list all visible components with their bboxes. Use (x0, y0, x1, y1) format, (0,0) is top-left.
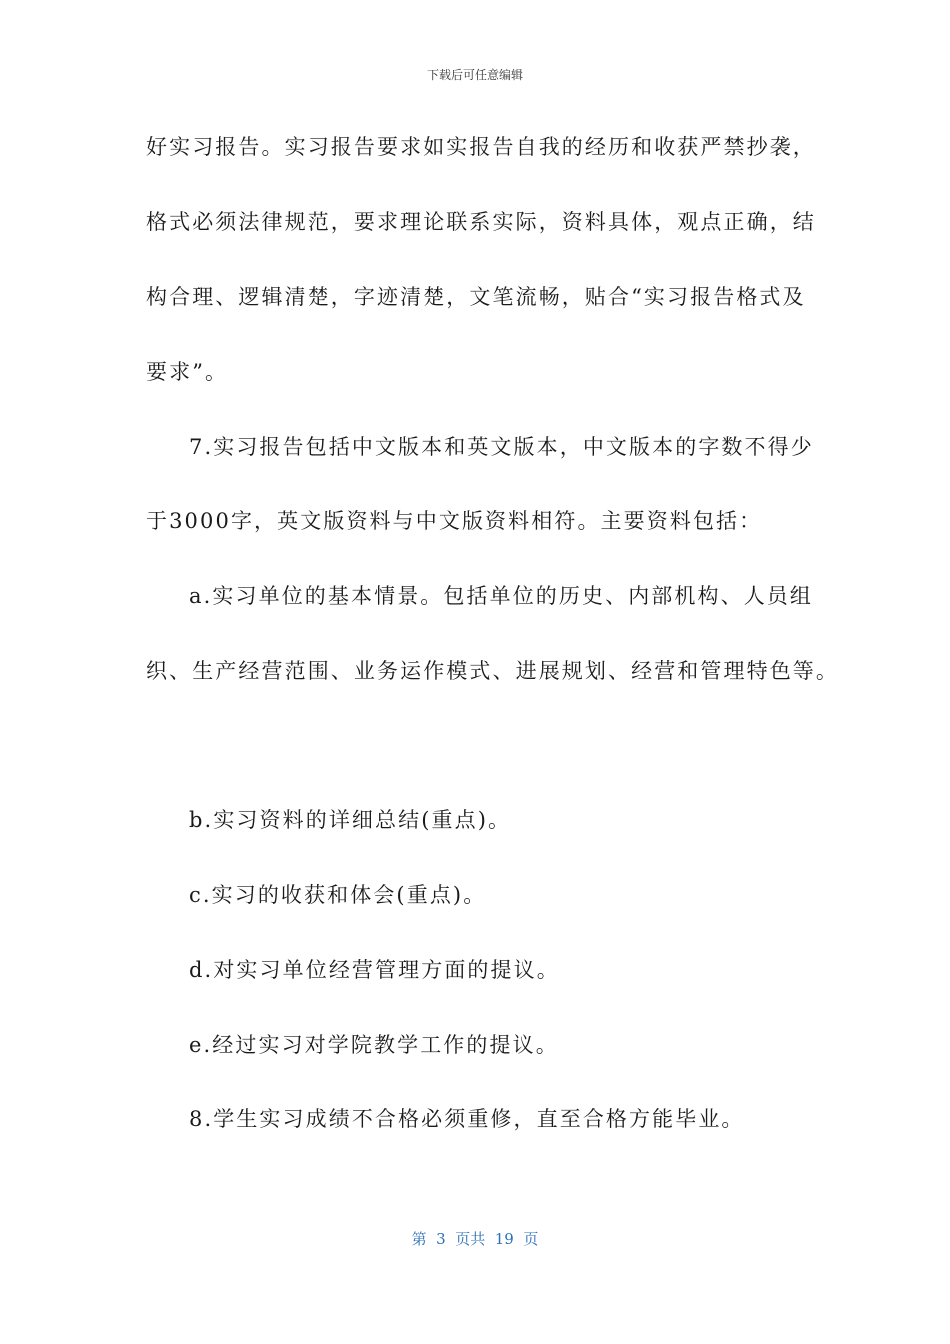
page-number: 第 3 页共 19 页 (411, 1230, 539, 1248)
body-line-6: 于3000字，英文版资料与中文版资料相符。主要资料包括： (146, 509, 763, 533)
body-line-5: 7.实习报告包括中文版本和英文版本，中文版本的字数不得少 (189, 435, 814, 459)
body-line-10: c.实习的收获和体会(重点)。 (189, 883, 487, 907)
body-line-2: 格式必须法律规范，要求理论联系实际，资料具体，观点正确，结 (146, 210, 816, 234)
body-line-9: b.实习资料的详细总结(重点)。 (189, 808, 512, 832)
body-line-13: 8.学生实习成绩不合格必须重修，直至合格方能毕业。 (189, 1107, 745, 1131)
body-line-8: 织、生产经营范围、业务运作模式、进展规划、经营和管理特色等。 (146, 659, 839, 683)
body-line-1: 好实习报告。实习报告要求如实报告自我的经历和收获严禁抄袭， (146, 135, 816, 159)
body-line-11: d.对实习单位经营管理方面的提议。 (189, 958, 560, 982)
body-line-3: 构合理、逻辑清楚，字迹清楚，文笔流畅，贴合“实习报告格式及 (146, 285, 806, 309)
body-line-7: a.实习单位的基本情景。包括单位的历史、内部机构、人员组 (189, 584, 813, 608)
body-line-4: 要求”。 (146, 360, 229, 384)
body-line-12: e.经过实习对学院教学工作的提议。 (189, 1033, 559, 1057)
page-header-note: 下载后可任意编辑 (426, 68, 523, 82)
